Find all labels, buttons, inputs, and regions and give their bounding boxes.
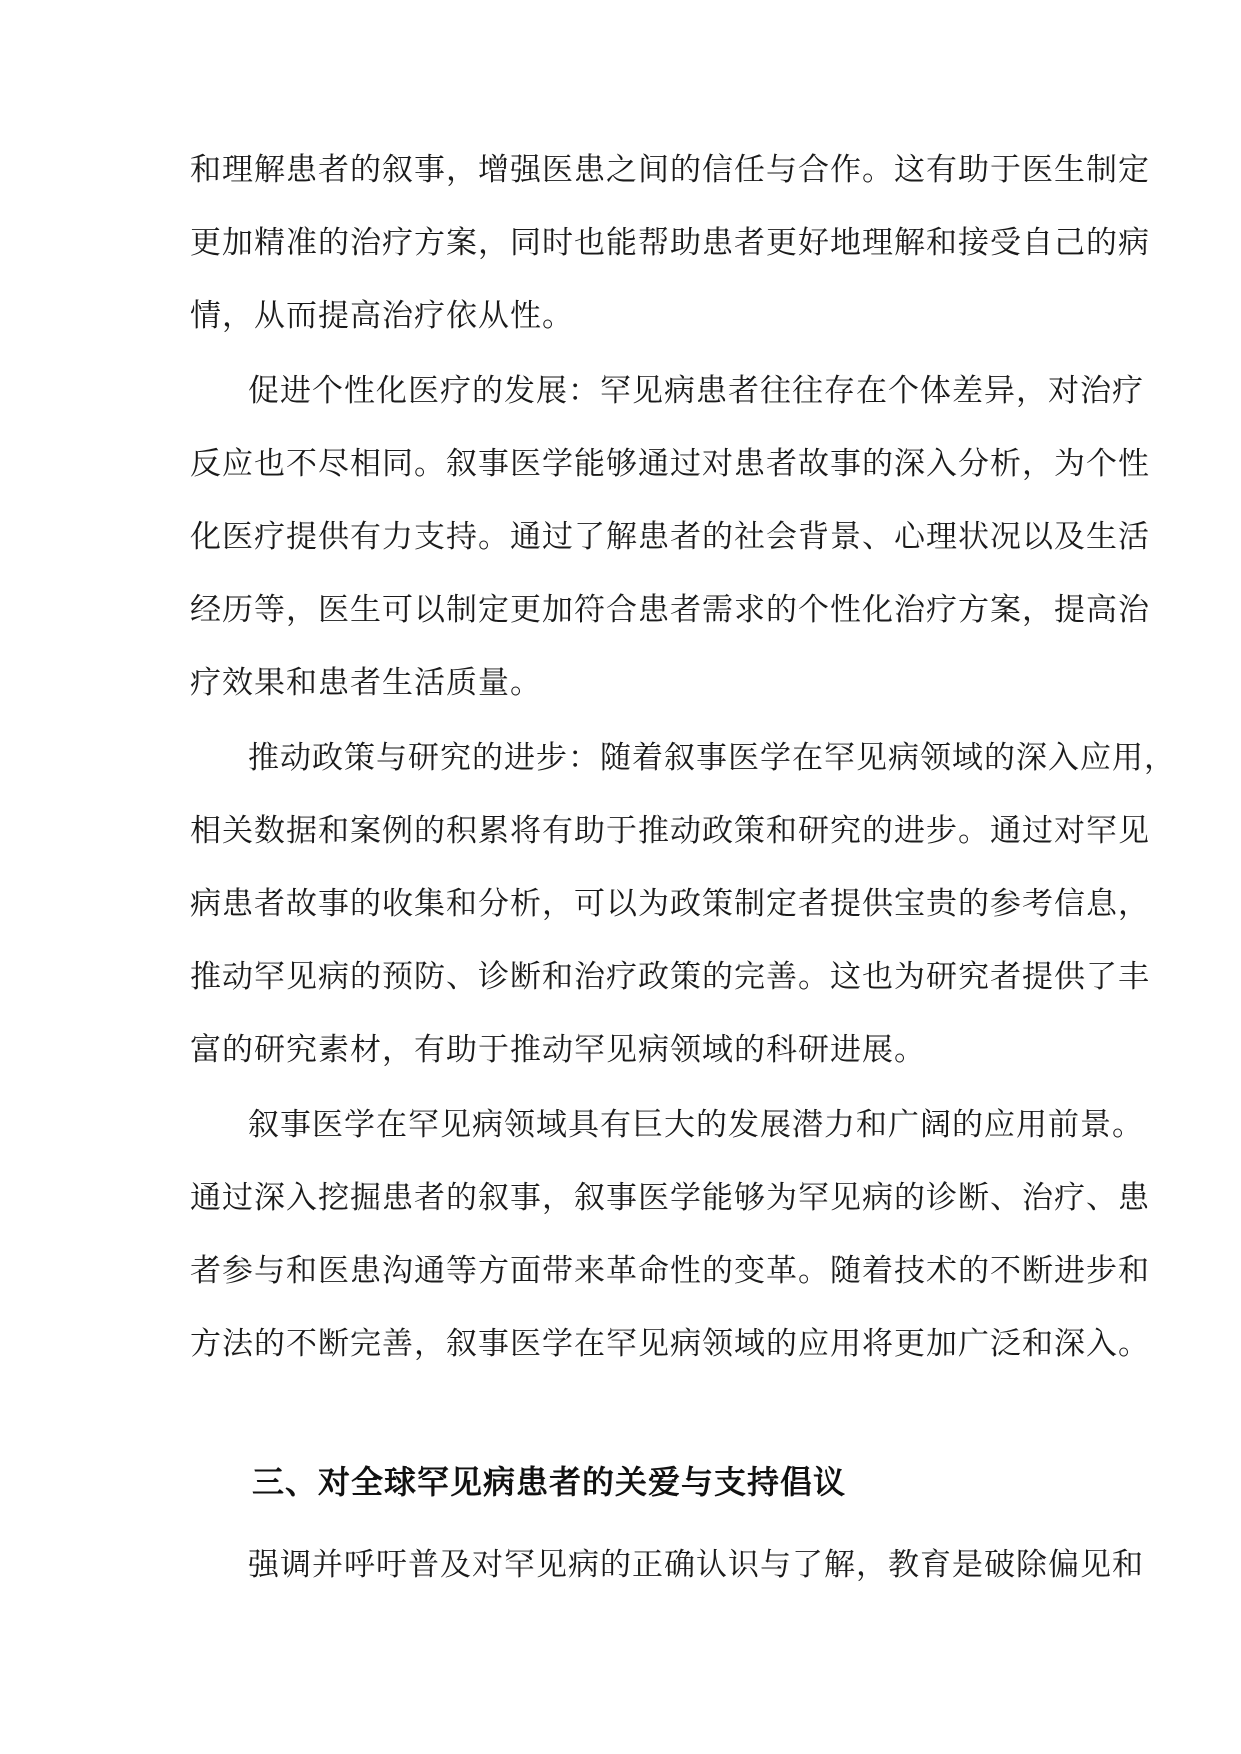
- paragraph-2-line-5: 疗效果和患者生活质量。: [190, 665, 542, 701]
- paragraph-2-line-3: 化医疗提供有力支持。通过了解患者的社会背景、心理状况以及生活: [190, 519, 1150, 555]
- paragraph-3-line-3: 病患者故事的收集和分析，可以为政策制定者提供宝贵的参考信息，: [190, 886, 1150, 922]
- paragraph-3-line-5: 富的研究素材，有助于推动罕见病领域的科研进展。: [190, 1032, 926, 1068]
- paragraph-3-line-2: 相关数据和案例的积累将有助于推动政策和研究的进步。通过对罕见: [190, 813, 1150, 849]
- paragraph-2-line-2: 反应也不尽相同。叙事医学能够通过对患者故事的深入分析，为个性: [190, 446, 1150, 482]
- paragraph-4-line-2: 通过深入挖掘患者的叙事，叙事医学能够为罕见病的诊断、治疗、患: [190, 1180, 1150, 1216]
- closing-paragraph-line-1: 强调并呼吁普及对罕见病的正确认识与了解，教育是破除偏见和: [248, 1547, 1144, 1583]
- paragraph-1-line-1: 和理解患者的叙事，增强医患之间的信任与合作。这有助于医生制定: [190, 152, 1150, 188]
- paragraph-3-line-1: 推动政策与研究的进步：随着叙事医学在罕见病领域的深入应用，: [248, 740, 1176, 776]
- paragraph-1-line-3: 情，从而提高治疗依从性。: [190, 298, 574, 334]
- paragraph-2-line-1: 促进个性化医疗的发展：罕见病患者往往存在个体差异，对治疗: [248, 373, 1144, 409]
- paragraph-4-line-3: 者参与和医患沟通等方面带来革命性的变革。随着技术的不断进步和: [190, 1253, 1150, 1289]
- paragraph-4-line-4: 方法的不断完善，叙事医学在罕见病领域的应用将更加广泛和深入。: [190, 1326, 1150, 1362]
- paragraph-4-line-1: 叙事医学在罕见病领域具有巨大的发展潜力和广阔的应用前景。: [248, 1107, 1144, 1143]
- paragraph-3-line-4: 推动罕见病的预防、诊断和治疗政策的完善。这也为研究者提供了丰: [190, 959, 1150, 995]
- section-heading: 三、对全球罕见病患者的关爱与支持倡议: [252, 1463, 847, 1501]
- paragraph-2-line-4: 经历等，医生可以制定更加符合患者需求的个性化治疗方案，提高治: [190, 592, 1150, 628]
- paragraph-1-line-2: 更加精准的治疗方案，同时也能帮助患者更好地理解和接受自己的病: [190, 225, 1150, 261]
